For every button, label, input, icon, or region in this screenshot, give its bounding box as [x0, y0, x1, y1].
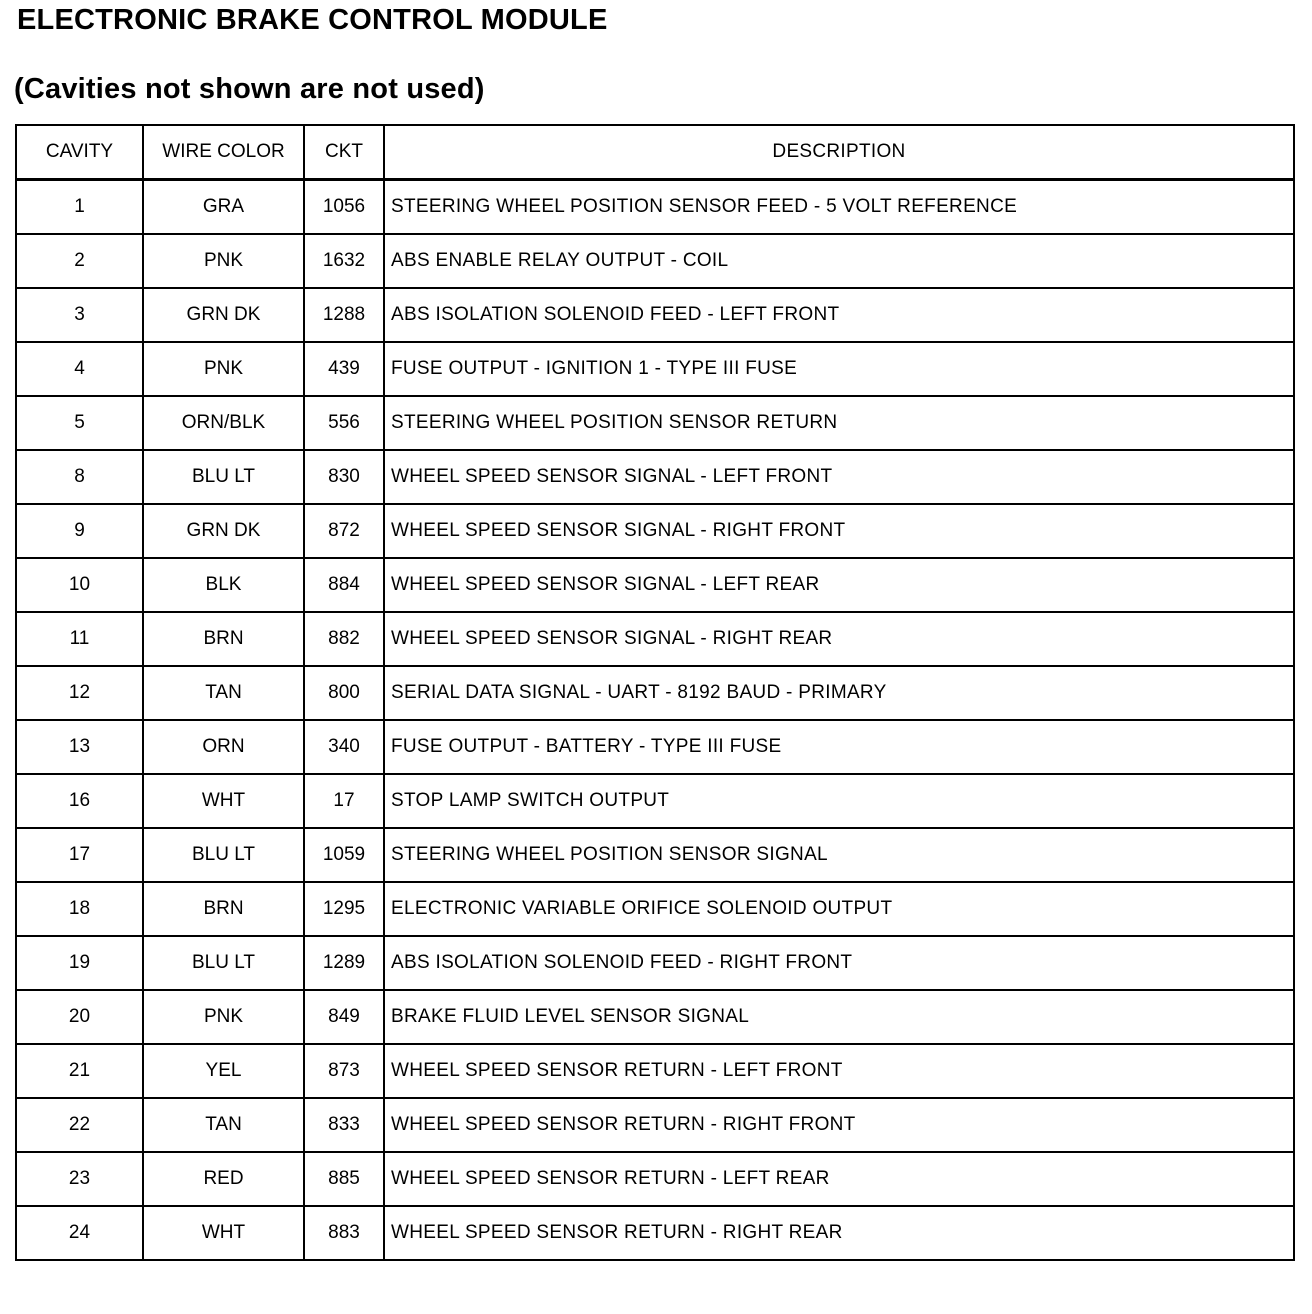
cell-cavity: 12	[16, 666, 143, 720]
column-header-ckt: CKT	[304, 125, 384, 180]
cell-description: FUSE OUTPUT - IGNITION 1 - TYPE III FUSE	[384, 342, 1294, 396]
cell-cavity: 9	[16, 504, 143, 558]
page-subtitle: (Cavities not shown are not used)	[14, 73, 485, 105]
cell-ckt: 849	[304, 990, 384, 1044]
cell-cavity: 2	[16, 234, 143, 288]
cell-ckt: 833	[304, 1098, 384, 1152]
cell-description: WHEEL SPEED SENSOR RETURN - RIGHT FRONT	[384, 1098, 1294, 1152]
cell-description: WHEEL SPEED SENSOR RETURN - RIGHT REAR	[384, 1206, 1294, 1260]
cell-description: ABS ISOLATION SOLENOID FEED - RIGHT FRONT	[384, 936, 1294, 990]
table-row	[16, 342, 1294, 396]
table-row	[16, 774, 1294, 828]
cell-wire-color: BLU LT	[143, 828, 304, 882]
cell-ckt: 1056	[304, 180, 384, 235]
table-row	[16, 936, 1294, 990]
table-row	[16, 1098, 1294, 1152]
table-row	[16, 396, 1294, 450]
cell-cavity: 3	[16, 288, 143, 342]
cell-cavity: 1	[16, 180, 143, 235]
cell-cavity: 10	[16, 558, 143, 612]
cell-wire-color: TAN	[143, 666, 304, 720]
cell-cavity: 22	[16, 1098, 143, 1152]
cell-description: STEERING WHEEL POSITION SENSOR FEED - 5 VOLT REFERENCE	[384, 180, 1294, 235]
cell-wire-color: GRA	[143, 180, 304, 235]
cell-description: WHEEL SPEED SENSOR SIGNAL - RIGHT REAR	[384, 612, 1294, 666]
cell-ckt: 883	[304, 1206, 384, 1260]
table-row	[16, 990, 1294, 1044]
table-row	[16, 288, 1294, 342]
column-header-cavity: CAVITY	[16, 125, 143, 180]
cell-description: STEERING WHEEL POSITION SENSOR SIGNAL	[384, 828, 1294, 882]
cell-wire-color: BLK	[143, 558, 304, 612]
cell-ckt: 1295	[304, 882, 384, 936]
table-row	[16, 558, 1294, 612]
column-header-description: DESCRIPTION	[384, 125, 1294, 180]
table-row	[16, 1206, 1294, 1260]
cell-cavity: 18	[16, 882, 143, 936]
cell-description: ELECTRONIC VARIABLE ORIFICE SOLENOID OUTPUT	[384, 882, 1294, 936]
page-title: ELECTRONIC BRAKE CONTROL MODULE	[17, 4, 608, 36]
table-row	[16, 666, 1294, 720]
cell-description: FUSE OUTPUT - BATTERY - TYPE III FUSE	[384, 720, 1294, 774]
cell-wire-color: PNK	[143, 234, 304, 288]
cell-ckt: 882	[304, 612, 384, 666]
cell-description: WHEEL SPEED SENSOR SIGNAL - LEFT FRONT	[384, 450, 1294, 504]
table-row	[16, 882, 1294, 936]
cell-cavity: 20	[16, 990, 143, 1044]
table-row	[16, 720, 1294, 774]
cell-cavity: 8	[16, 450, 143, 504]
table-row	[16, 1044, 1294, 1098]
cell-wire-color: BLU LT	[143, 936, 304, 990]
cell-description: STEERING WHEEL POSITION SENSOR RETURN	[384, 396, 1294, 450]
cell-cavity: 21	[16, 1044, 143, 1098]
table-row	[16, 612, 1294, 666]
cell-cavity: 24	[16, 1206, 143, 1260]
cell-description: BRAKE FLUID LEVEL SENSOR SIGNAL	[384, 990, 1294, 1044]
cell-description: WHEEL SPEED SENSOR RETURN - LEFT REAR	[384, 1152, 1294, 1206]
cell-wire-color: ORN/BLK	[143, 396, 304, 450]
cell-ckt: 872	[304, 504, 384, 558]
cell-wire-color: GRN DK	[143, 288, 304, 342]
cell-description: WHEEL SPEED SENSOR RETURN - LEFT FRONT	[384, 1044, 1294, 1098]
column-header-wire-color: WIRE COLOR	[143, 125, 304, 180]
table-row	[16, 180, 1294, 235]
cell-cavity: 16	[16, 774, 143, 828]
cell-ckt: 17	[304, 774, 384, 828]
cell-description: WHEEL SPEED SENSOR SIGNAL - RIGHT FRONT	[384, 504, 1294, 558]
cell-wire-color: BLU LT	[143, 450, 304, 504]
cell-description: STOP LAMP SWITCH OUTPUT	[384, 774, 1294, 828]
cell-ckt: 884	[304, 558, 384, 612]
cell-ckt: 1059	[304, 828, 384, 882]
cell-ckt: 885	[304, 1152, 384, 1206]
cell-cavity: 23	[16, 1152, 143, 1206]
table-body	[16, 180, 1294, 1261]
cell-wire-color: RED	[143, 1152, 304, 1206]
cell-ckt: 340	[304, 720, 384, 774]
cell-ckt: 800	[304, 666, 384, 720]
cell-cavity: 11	[16, 612, 143, 666]
cell-wire-color: WHT	[143, 1206, 304, 1260]
cell-description: WHEEL SPEED SENSOR SIGNAL - LEFT REAR	[384, 558, 1294, 612]
cell-ckt: 556	[304, 396, 384, 450]
cell-ckt: 1288	[304, 288, 384, 342]
connector-pinout-table	[15, 124, 1295, 1261]
cell-ckt: 830	[304, 450, 384, 504]
table-header-row	[16, 125, 1294, 180]
cell-cavity: 4	[16, 342, 143, 396]
table-row	[16, 504, 1294, 558]
cell-description: ABS ISOLATION SOLENOID FEED - LEFT FRONT	[384, 288, 1294, 342]
cell-wire-color: BRN	[143, 612, 304, 666]
cell-cavity: 13	[16, 720, 143, 774]
table-row	[16, 1152, 1294, 1206]
cell-description: ABS ENABLE RELAY OUTPUT - COIL	[384, 234, 1294, 288]
cell-ckt: 439	[304, 342, 384, 396]
cell-ckt: 1632	[304, 234, 384, 288]
table-row	[16, 450, 1294, 504]
cell-wire-color: TAN	[143, 1098, 304, 1152]
cell-wire-color: PNK	[143, 990, 304, 1044]
cell-wire-color: PNK	[143, 342, 304, 396]
cell-ckt: 873	[304, 1044, 384, 1098]
cell-wire-color: WHT	[143, 774, 304, 828]
table-row	[16, 828, 1294, 882]
cell-cavity: 19	[16, 936, 143, 990]
cell-wire-color: YEL	[143, 1044, 304, 1098]
table-row	[16, 234, 1294, 288]
cell-cavity: 5	[16, 396, 143, 450]
cell-description: SERIAL DATA SIGNAL - UART - 8192 BAUD - PRIMARY	[384, 666, 1294, 720]
cell-wire-color: ORN	[143, 720, 304, 774]
cell-cavity: 17	[16, 828, 143, 882]
cell-wire-color: GRN DK	[143, 504, 304, 558]
cell-ckt: 1289	[304, 936, 384, 990]
cell-wire-color: BRN	[143, 882, 304, 936]
